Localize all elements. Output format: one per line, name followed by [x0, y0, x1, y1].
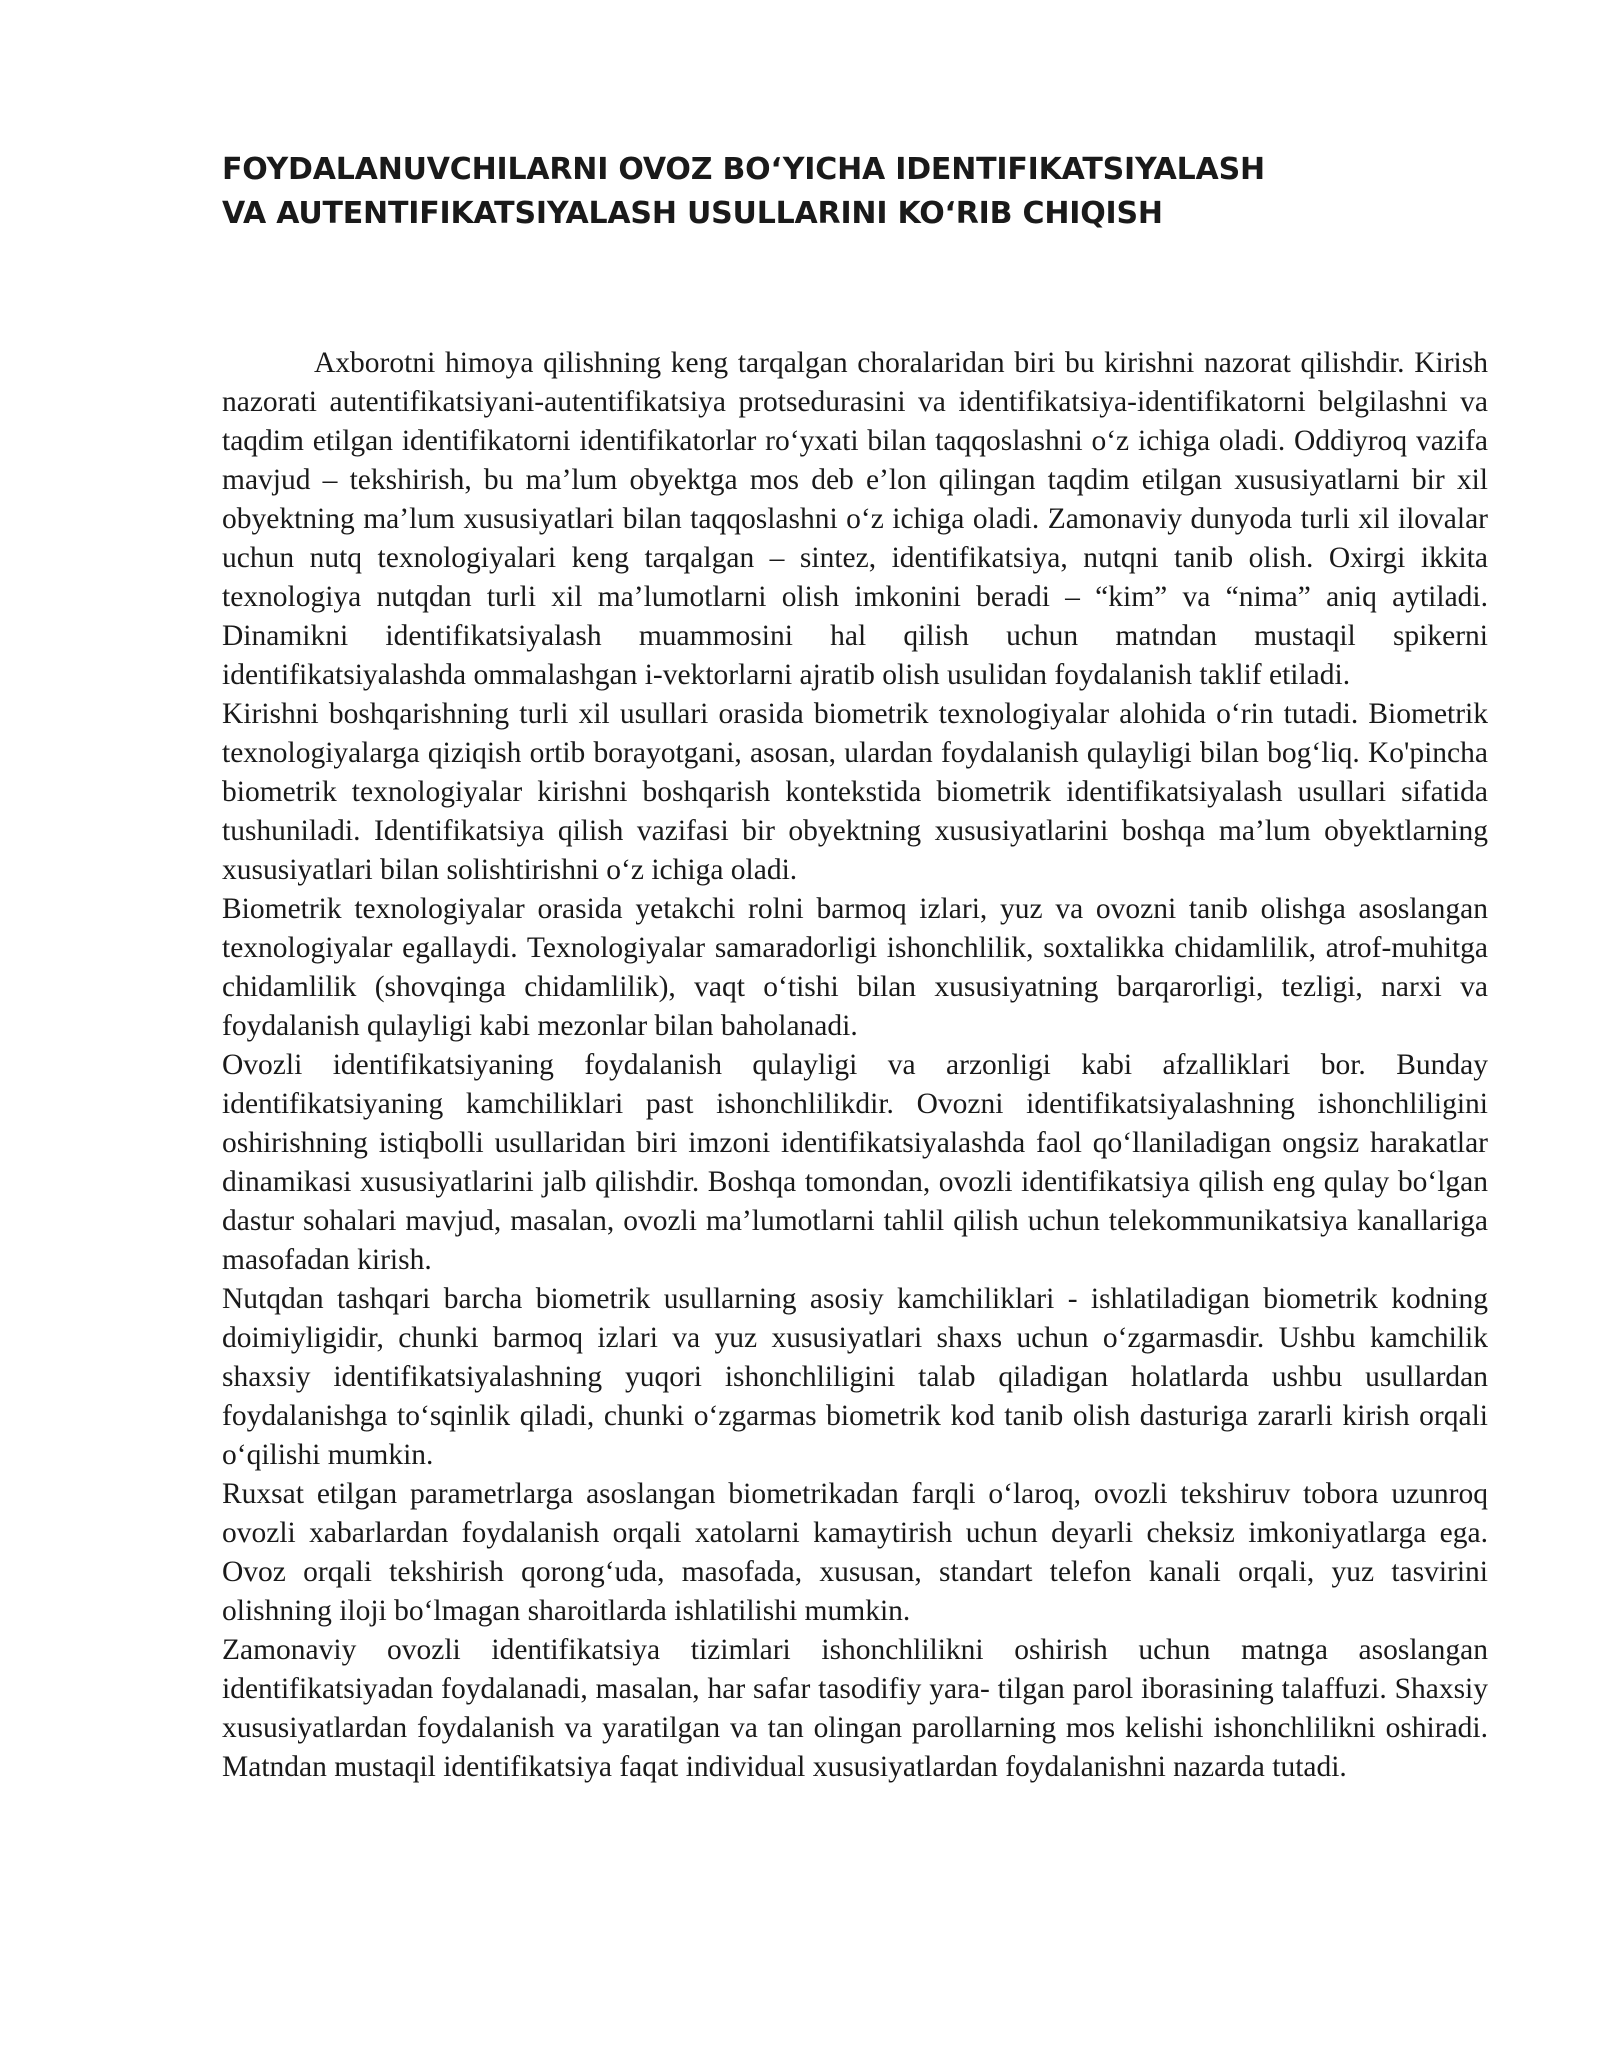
paragraph-4: Ovozli identifikatsiyaning foydalanish qulayligi va arzonligi kabi afzalliklari bor. Bunday identifikatsiyaning kamchiliklari past ishonchlilikdir. Ovozni identifikatsiyalashning ishonchliligini oshirishning istiqbolli usullaridan biri imzoni identifikatsiyalashda faol qo‘llaniladigan ongsiz harakatlar dinamikasi xususiyatlarini jalb qilishdir. Boshqa tomondan, ovozli identifikatsiya qilish eng qulay bo‘lgan dastur sohalari mavjud, masalan, ovozli ma’lumotlarni tahlil qilish uchun telekommunikatsiya kanallariga masofadan kirish.	[222, 1049, 1488, 1276]
paragraph-2: Kirishni boshqarishning turli xil usullari orasida biometrik texnologiyalar alohida o‘rin tutadi. Biometrik texnologiyalarga qiziqish ortib borayotgani, asosan, ulardan foydalanish qulayligi bilan bog‘liq. Ko'pincha biometrik texnologiyalar kirishni boshqarish kontekstida biometrik identifikatsiyalash usullari sifatida tushuniladi. Identifikatsiya qilish vazifasi bir obyektning xususiyatlarini boshqa ma’lum obyektlarning xususiyatlari bilan solishtirishni o‘z ichiga oladi.	[222, 698, 1488, 886]
paragraph-1: Axborotni himoya qilishning keng tarqalgan choralaridan biri bu kirishni nazorat qilishdir. Kirish nazorati autentifikatsiyani-autentifikatsiya protsedurasini va identifikatsiya-identifikatorni belgilashni va taqdim etilgan identifikatorni identifikatorlar ro‘yxati bilan taqqoslashni o‘z ichiga oladi. Oddiyroq vazifa mavjud – tekshirish, bu ma’lum obyektga mos deb e’lon qilingan taqdim etilgan xususiyatlarni bir xil obyektning ma’lum xususiyatlari bilan taqqoslashni o‘z ichiga oladi. Zamonaviy dunyoda turli xil ilovalar uchun nutq texnologiyalari keng tarqalgan – sintez, identifikatsiya, nutqni tanib olish. Oxirgi ikkita texnologiya nutqdan turli xil ma’lumotlarni olish imkonini beradi – “kim” va “nima” aniq aytiladi. Dinamikni identifikatsiyalash muammosini hal qilish uchun matndan mustaqil spikerni identifikatsiyalashda ommalashgan i-vektorlarni ajratib olish usulidan foydalanish taklif etiladi.	[222, 347, 1488, 691]
document-body	[222, 344, 1488, 1787]
document-page	[222, 148, 1488, 1787]
paragraph-7: Zamonaviy ovozli identifikatsiya tizimlari ishonchlilikni oshirish uchun matnga asoslangan identifikatsiyadan foydalanadi, masalan, har safar tasodifiy yara- tilgan parol iborasining talaffuzi. Shaxsiy xususiyatlardan foydalanish va yaratilgan va tan olingan parollarning mos kelishi ishonchlilikni oshiradi. Matndan mustaqil identifikatsiya faqat individual xususiyatlardan foydalanishni nazarda tutadi.	[222, 1634, 1488, 1783]
paragraph-3: Biometrik texnologiyalar orasida yetakchi rolni barmoq izlari, yuz va ovozni tanib olishga asoslangan texnologiyalar egallaydi. Texnologiyalar samaradorligi ishonchlilik, soxtalikka chidamlilik, atrof-muhitga chidamlilik (shovqinga chidamlilik), vaqt o‘tishi bilan xususiyatning barqarorligi, tezligi, narxi va foydalanish qulayligi kabi mezonlar bilan baholanadi.	[222, 893, 1488, 1042]
document-title	[222, 148, 1488, 236]
title-line-1: FOYDALANUVCHILARNI OVOZ BO‘YICHA IDENTIFIKATSIYALASH	[222, 152, 1265, 187]
title-line-2: VA AUTENTIFIKATSIYALASH USULLARINI KO‘RIB CHIQISH	[222, 196, 1163, 231]
paragraph-6: Ruxsat etilgan parametrlarga asoslangan biometrikadan farqli o‘laroq, ovozli tekshiruv tobora uzunroq ovozli xabarlardan foydalanish orqali xatolarni kamaytirish uchun deyarli cheksiz imkoniyatlarga ega. Ovoz orqali tekshirish qorong‘uda, masofada, xususan, standart telefon kanali orqali, yuz tasvirini olishning iloji bo‘lmagan sharoitlarda ishlatilishi mumkin.	[222, 1478, 1488, 1627]
paragraph-5: Nutqdan tashqari barcha biometrik usullarning asosiy kamchiliklari - ishlatiladigan biometrik kodning doimiyligidir, chunki barmoq izlari va yuz xususiyatlari shaxs uchun o‘zgarmasdir. Ushbu kamchilik shaxsiy identifikatsiyalashning yuqori ishonchliligini talab qiladigan holatlarda ushbu usullardan foydalanishga to‘sqinlik qiladi, chunki o‘zgarmas biometrik kod tanib olish dasturiga zararli kirish orqali o‘qilishi mumkin.	[222, 1283, 1488, 1471]
